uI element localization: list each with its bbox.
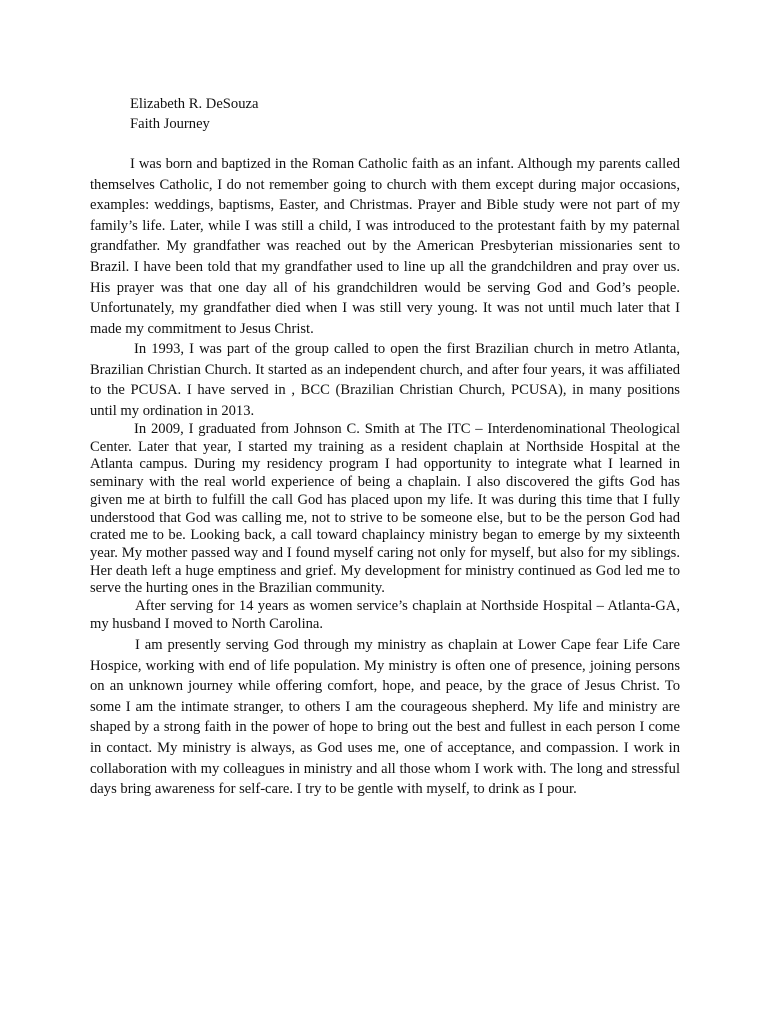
paragraph-chaplaincy-training: In 2009, I graduated from Johnson C. Smith at The ITC – Interdenominational Theological Center. Later that year, I started my training as a resident chaplain at Northside Hospital at the Atlanta campus. During my residency program I had opportunity to integrate what I learned in seminary with the real world experience of being a chaplain. I also discovered the gifts God has given me at birth to fulfill the call God has placed upon my life. It was during this time that I fully understood that God was calling me, not to strive to be someone else, but to be the person God had crated me to be. Looking back, a call toward chaplaincy ministry began to emerge by my sixteenth year. My mother passed way and I found myself caring not only for myself, but also for my siblings. Her death left a huge emptiness and grief. My development for ministry continued as God led me to serve the hurting ones in the Brazilian community. [90,421,680,597]
document-title: Faith Journey [130,116,210,132]
paragraph-childhood-faith: I was born and baptized in the Roman Catholic faith as an infant. Although my parents called themselves Catholic, I do not remember going to church with them except during major occasions, examples: weddings, baptisms, Easter, and Christmas. Prayer and Bible study were not part of my family’s life. Later, while I was still a child, I was introduced to the protestant faith by my paternal grandfather. My grandfather was reached out by the American Presbyterian missionaries sent to Brazil. I have been told that my grandfather used to line up all the grandchildren and pray over us. His prayer was that one day all of his grandchildren would be serving God and God’s people. Unfortunately, my grandfather died when I was still very young. It was not until much later that I made my commitment to Jesus Christ. [90,156,680,337]
document-header [90,94,680,134]
paragraph-move-north-carolina: After serving for 14 years as women service’s chaplain at Northside Hospital – Atlanta-GA, my husband I moved to North Carolina. [90,598,680,632]
author-name: Elizabeth R. DeSouza [130,96,259,112]
paragraph-brazilian-church: In 1993, I was part of the group called to open the first Brazilian church in metro Atlanta, Brazilian Christian Church. It started as an independent church, and after four years, it was affiliated to the PCUSA. I have served in , BCC (Brazilian Christian Church, PCUSA), in many positions until my ordination in 2013. [90,341,680,419]
document-page [90,94,680,800]
paragraph-current-ministry: I am presently serving God through my ministry as chaplain at Lower Cape fear Life Care Hospice, working with end of life population. My ministry is often one of presence, joining persons on an unknown journey while offering comfort, hope, and peace, by the grace of Jesus Christ. To some I am the intimate stranger, to others I am the courageous shepherd. My life and ministry are shaped by a strong faith in the power of hope to bring out the best and fullest in each person I come in contact. My ministry is always, as God uses me, one of acceptance, and compassion. I work in collaboration with my colleagues in ministry and all those whom I work with. The long and stressful days bring awareness for self-care. I try to be gentle with myself, to drink as I pour. [90,637,680,798]
